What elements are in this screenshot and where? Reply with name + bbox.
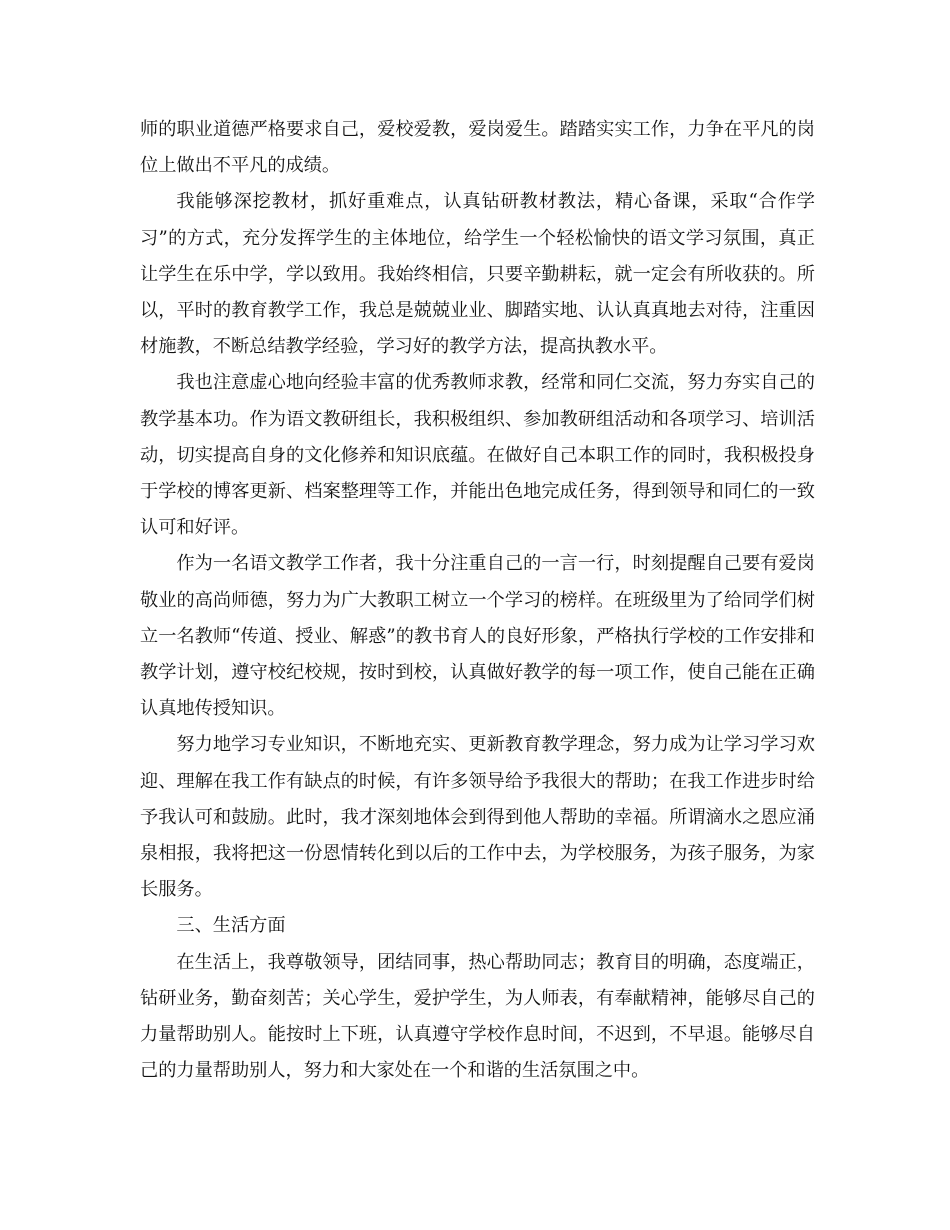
paragraph-1: 师的职业道德严格要求自己，爱校爱教，爱岗爱生。踏踏实实工作，力争在平凡的岗位上做出不平凡的成绩。 bbox=[140, 119, 815, 177]
paragraph-6: 在生活上，我尊敬领导，团结同事，热心帮助同志；教育目的明确，态度端正，钻研业务，勤奋刻苦；关心学生，爱护学生，为人师表，有奉献精神，能够尽自己的力量帮助别人。能按时上下班，认真遵守学校作息时间，不迟到，不早退。能够尽自己的力量帮助别人，努力和大家处在一个和谐的生活氛围之中。 bbox=[140, 951, 815, 1082]
paragraph-4: 作为一名语文教学工作者，我十分注重自己的一言一行，时刻提醒自己要有爱岗敬业的高尚师德，努力为广大教职工树立一个学习的榜样。在班级里为了给同学们树立一名教师“传道、授业、解惑”的教书育人的良好形象，严格执行学校的工作安排和教学计划，遵守校纪校规，按时到校，认真做好教学的每一项工作，使自己能在正确认真地传授知识。 bbox=[140, 553, 815, 720]
document-body bbox=[140, 112, 815, 1089]
paragraph-5: 努力地学习专业知识，不断地充实、更新教育教学理念，努力成为让学习学习欢迎、理解在我工作有缺点的时候，有许多领导给予我很大的帮助；在我工作进步时给予我认可和鼓励。此时，我才深刻地体会到得到他人帮助的幸福。所谓滴水之恩应涌泉相报，我将把这一份恩情转化到以后的工作中去，为学校服务，为孩子服务，为家长服务。 bbox=[140, 734, 815, 901]
paragraph-3: 我也注意虚心地向经验丰富的优秀教师求教，经常和同仁交流，努力夯实自己的教学基本功。作为语文教研组长，我积极组织、参加教研组活动和各项学习、培训活动，切实提高自身的文化修养和知识底蕴。在做好自己本职工作的同时，我积极投身于学校的博客更新、档案整理等工作，并能出色地完成任务，得到领导和同仁的一致认可和好评。 bbox=[140, 372, 815, 539]
paragraph-2: 我能够深挖教材，抓好重难点，认真钻研教材教法，精心备课，采取“合作学习”的方式，充分发挥学生的主体地位，给学生一个轻松愉快的语文学习氛围，真正让学生在乐中学，学以致用。我始终相信，只要辛勤耕耘，就一定会有所收获的。所以，平时的教育教学工作，我总是兢兢业业、脚踏实地、认认真真地去对待，注重因材施教，不断总结教学经验，学习好的教学方法，提高执教水平。 bbox=[140, 191, 815, 358]
section-heading-life: 三、生活方面 bbox=[176, 915, 286, 937]
